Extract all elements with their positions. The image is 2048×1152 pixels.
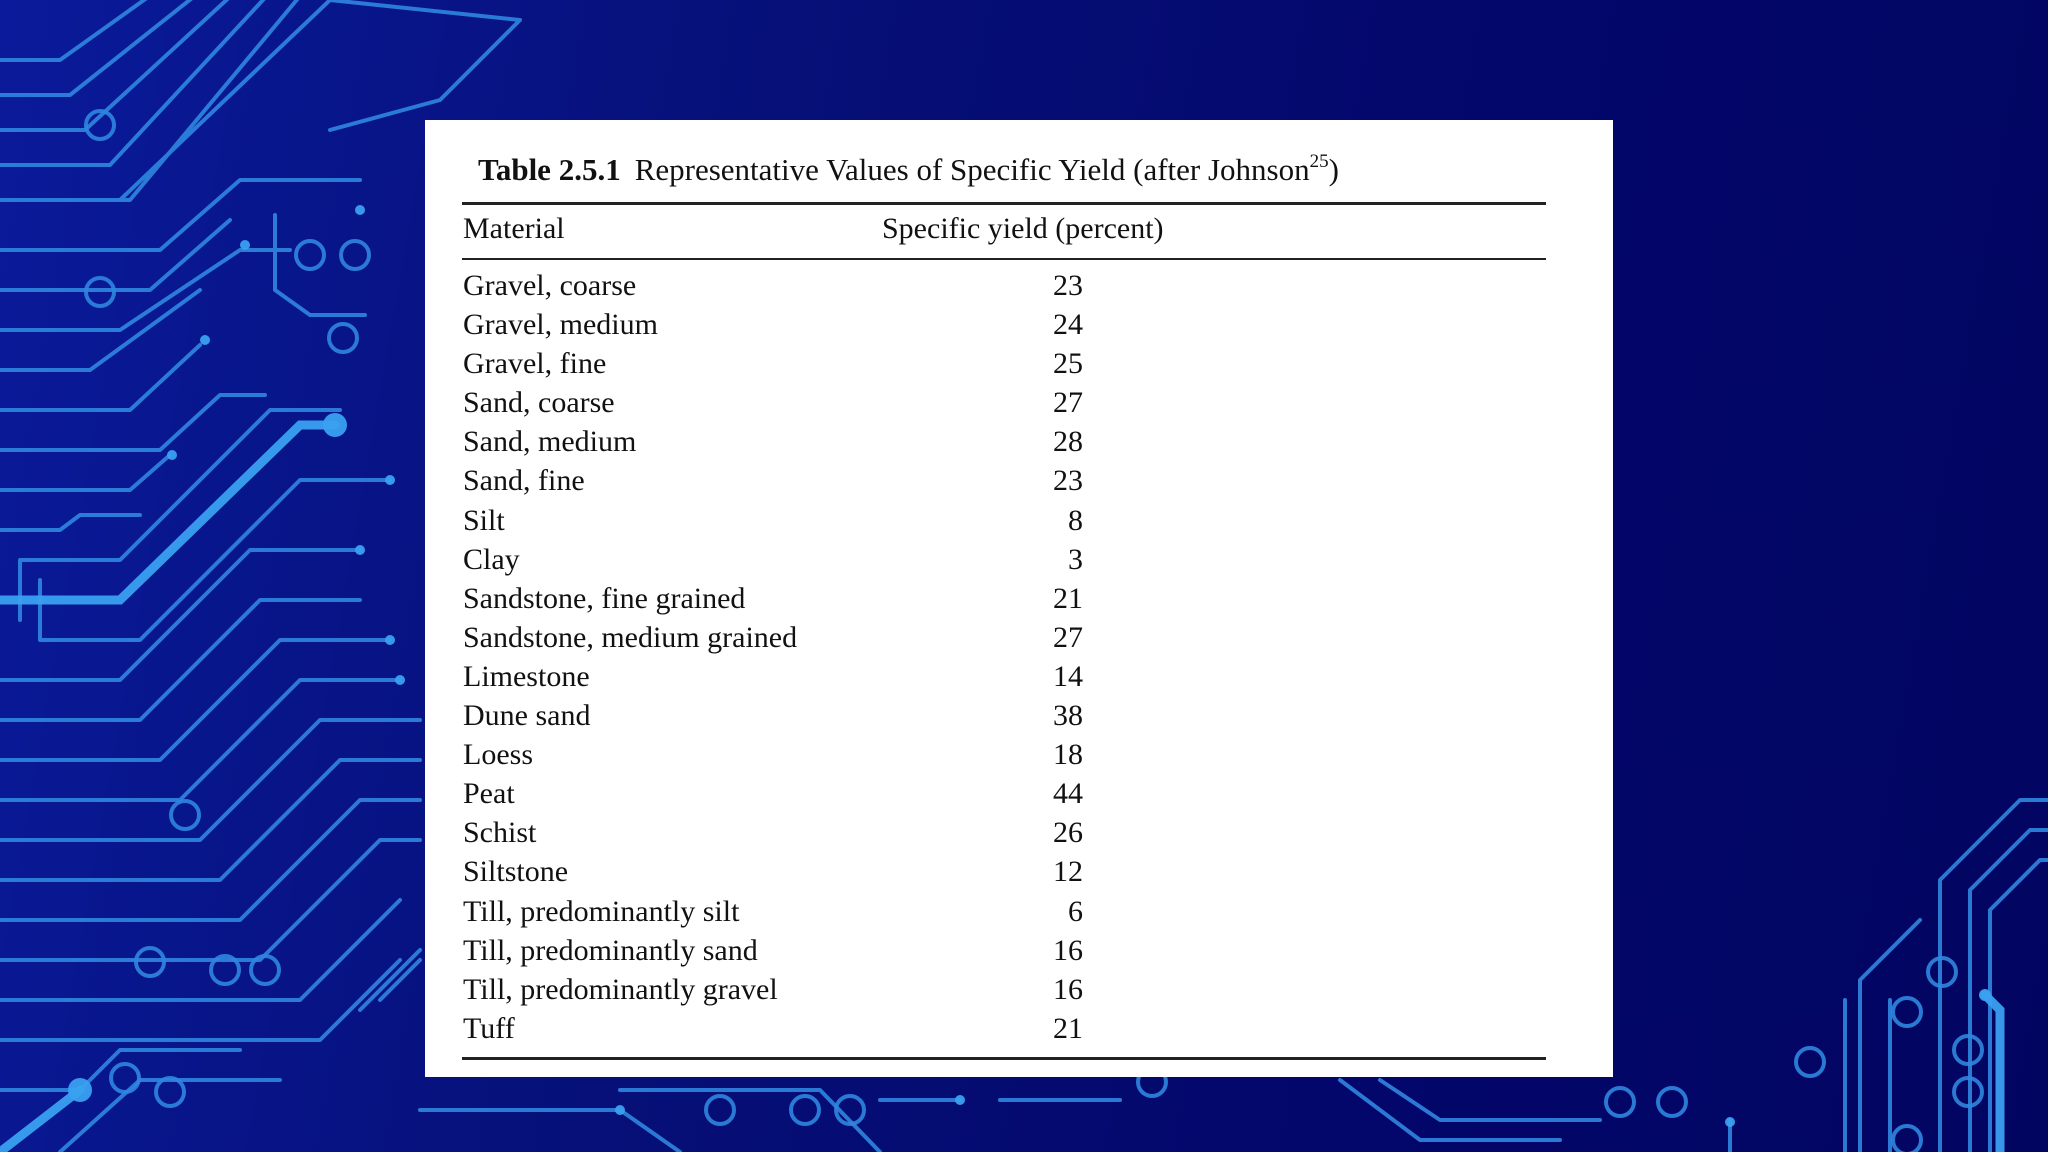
specific-yield-cell: 21 <box>1053 581 1083 615</box>
table-row <box>463 893 1543 932</box>
table-row <box>463 345 1543 384</box>
table-row <box>463 423 1543 462</box>
specific-yield-cell: 8 <box>1068 503 1083 537</box>
table-row <box>463 619 1543 658</box>
specific-yield-cell: 26 <box>1053 816 1083 850</box>
table-row <box>463 306 1543 345</box>
specific-yield-cell: 6 <box>1068 894 1083 928</box>
material-cell: Sandstone, fine grained <box>463 581 746 615</box>
specific-yield-cell: 27 <box>1053 386 1083 420</box>
specific-yield-cell: 14 <box>1053 659 1083 693</box>
specific-yield-cell: 28 <box>1053 425 1083 459</box>
specific-yield-cell: 16 <box>1053 933 1083 967</box>
table-top-rule <box>462 202 1546 205</box>
table-row <box>463 462 1543 501</box>
table-row <box>463 775 1543 814</box>
material-cell: Silt <box>463 503 505 537</box>
material-cell: Gravel, coarse <box>463 269 637 302</box>
material-cell: Peat <box>463 777 515 811</box>
material-cell: Limestone <box>463 659 590 693</box>
table-row <box>463 502 1543 541</box>
table-row <box>463 736 1543 775</box>
column-header-specific-yield: Specific yield (percent) <box>882 212 1164 245</box>
material-cell: Till, predominantly sand <box>463 933 758 967</box>
material-cell: Dune sand <box>463 699 591 733</box>
specific-yield-cell: 25 <box>1053 347 1083 381</box>
table-title: Representative Values of Specific Yield (after Johnson <box>634 152 1310 187</box>
specific-yield-cell: 18 <box>1053 738 1083 772</box>
caption-close: ) <box>1328 152 1339 187</box>
material-cell: Sandstone, medium grained <box>463 620 798 654</box>
specific-yield-table-card <box>425 120 1613 1077</box>
specific-yield-cell: 12 <box>1053 855 1083 889</box>
table-row <box>463 853 1543 892</box>
table-row <box>463 814 1543 853</box>
table-row <box>463 541 1543 580</box>
specific-yield-cell: 27 <box>1053 620 1083 654</box>
specific-yield-cell: 24 <box>1053 308 1083 342</box>
material-cell: Schist <box>463 816 537 850</box>
material-cell: Siltstone <box>463 855 569 889</box>
table-row <box>463 267 1543 306</box>
table-row <box>463 971 1543 1010</box>
material-cell: Tuff <box>463 1011 515 1045</box>
material-cell: Sand, fine <box>463 464 585 498</box>
specific-yield-cell: 23 <box>1053 269 1083 302</box>
specific-yield-cell: 23 <box>1053 464 1083 498</box>
material-cell: Sand, medium <box>463 425 637 459</box>
specific-yield-cell: 44 <box>1053 777 1083 811</box>
table-number: Table 2.5.1 <box>478 152 621 187</box>
table-row <box>463 580 1543 619</box>
reference-superscript: 25 <box>1309 151 1329 172</box>
specific-yield-cell: 21 <box>1053 1011 1083 1045</box>
material-cell: Till, predominantly gravel <box>463 972 778 1006</box>
table-caption <box>478 152 1339 188</box>
table-row <box>463 658 1543 697</box>
table-row <box>463 932 1543 971</box>
material-cell: Sand, coarse <box>463 386 615 420</box>
material-cell: Gravel, fine <box>463 347 607 381</box>
specific-yield-cell: 38 <box>1053 699 1083 733</box>
table-row <box>463 1010 1543 1049</box>
column-header-material: Material <box>463 212 565 245</box>
material-cell: Till, predominantly silt <box>463 894 740 928</box>
table-row <box>463 697 1543 736</box>
specific-yield-cell: 16 <box>1053 972 1083 1006</box>
table-row <box>463 384 1543 423</box>
table-header-rule <box>462 258 1546 260</box>
table-bottom-rule <box>462 1057 1546 1060</box>
material-cell: Gravel, medium <box>463 308 658 342</box>
table-body <box>463 267 1543 1049</box>
specific-yield-cell: 3 <box>1068 542 1083 576</box>
material-cell: Loess <box>463 738 533 772</box>
material-cell: Clay <box>463 542 520 576</box>
